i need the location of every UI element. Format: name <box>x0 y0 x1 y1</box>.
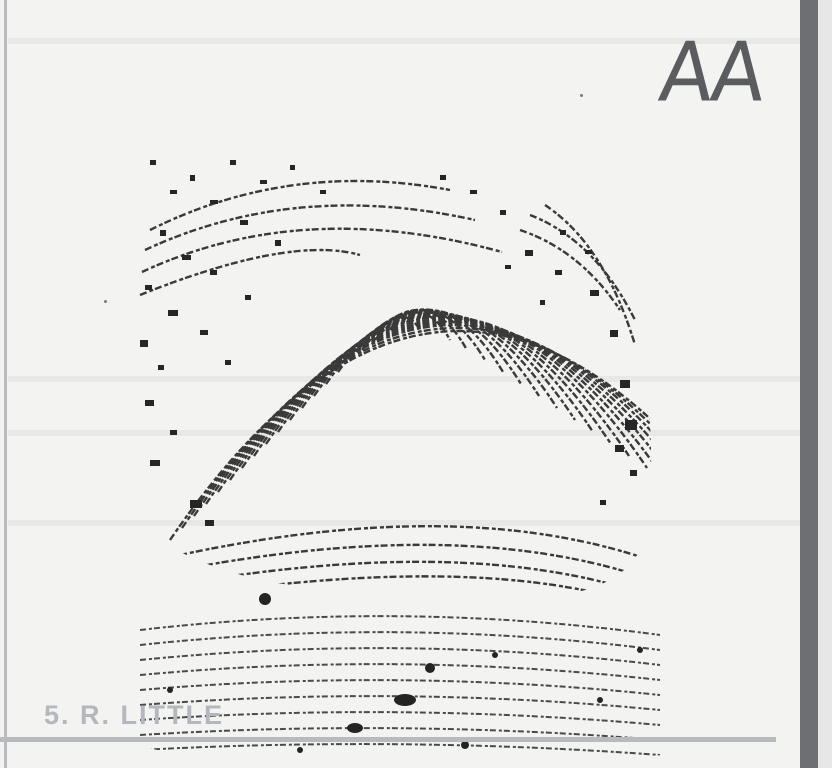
bottom-border-line <box>0 737 776 742</box>
ink-speck <box>104 300 107 303</box>
handwritten-annotation: AA <box>655 25 766 121</box>
finger-label: 5. R. LITTLE <box>44 700 225 730</box>
ink-speck <box>580 94 583 97</box>
